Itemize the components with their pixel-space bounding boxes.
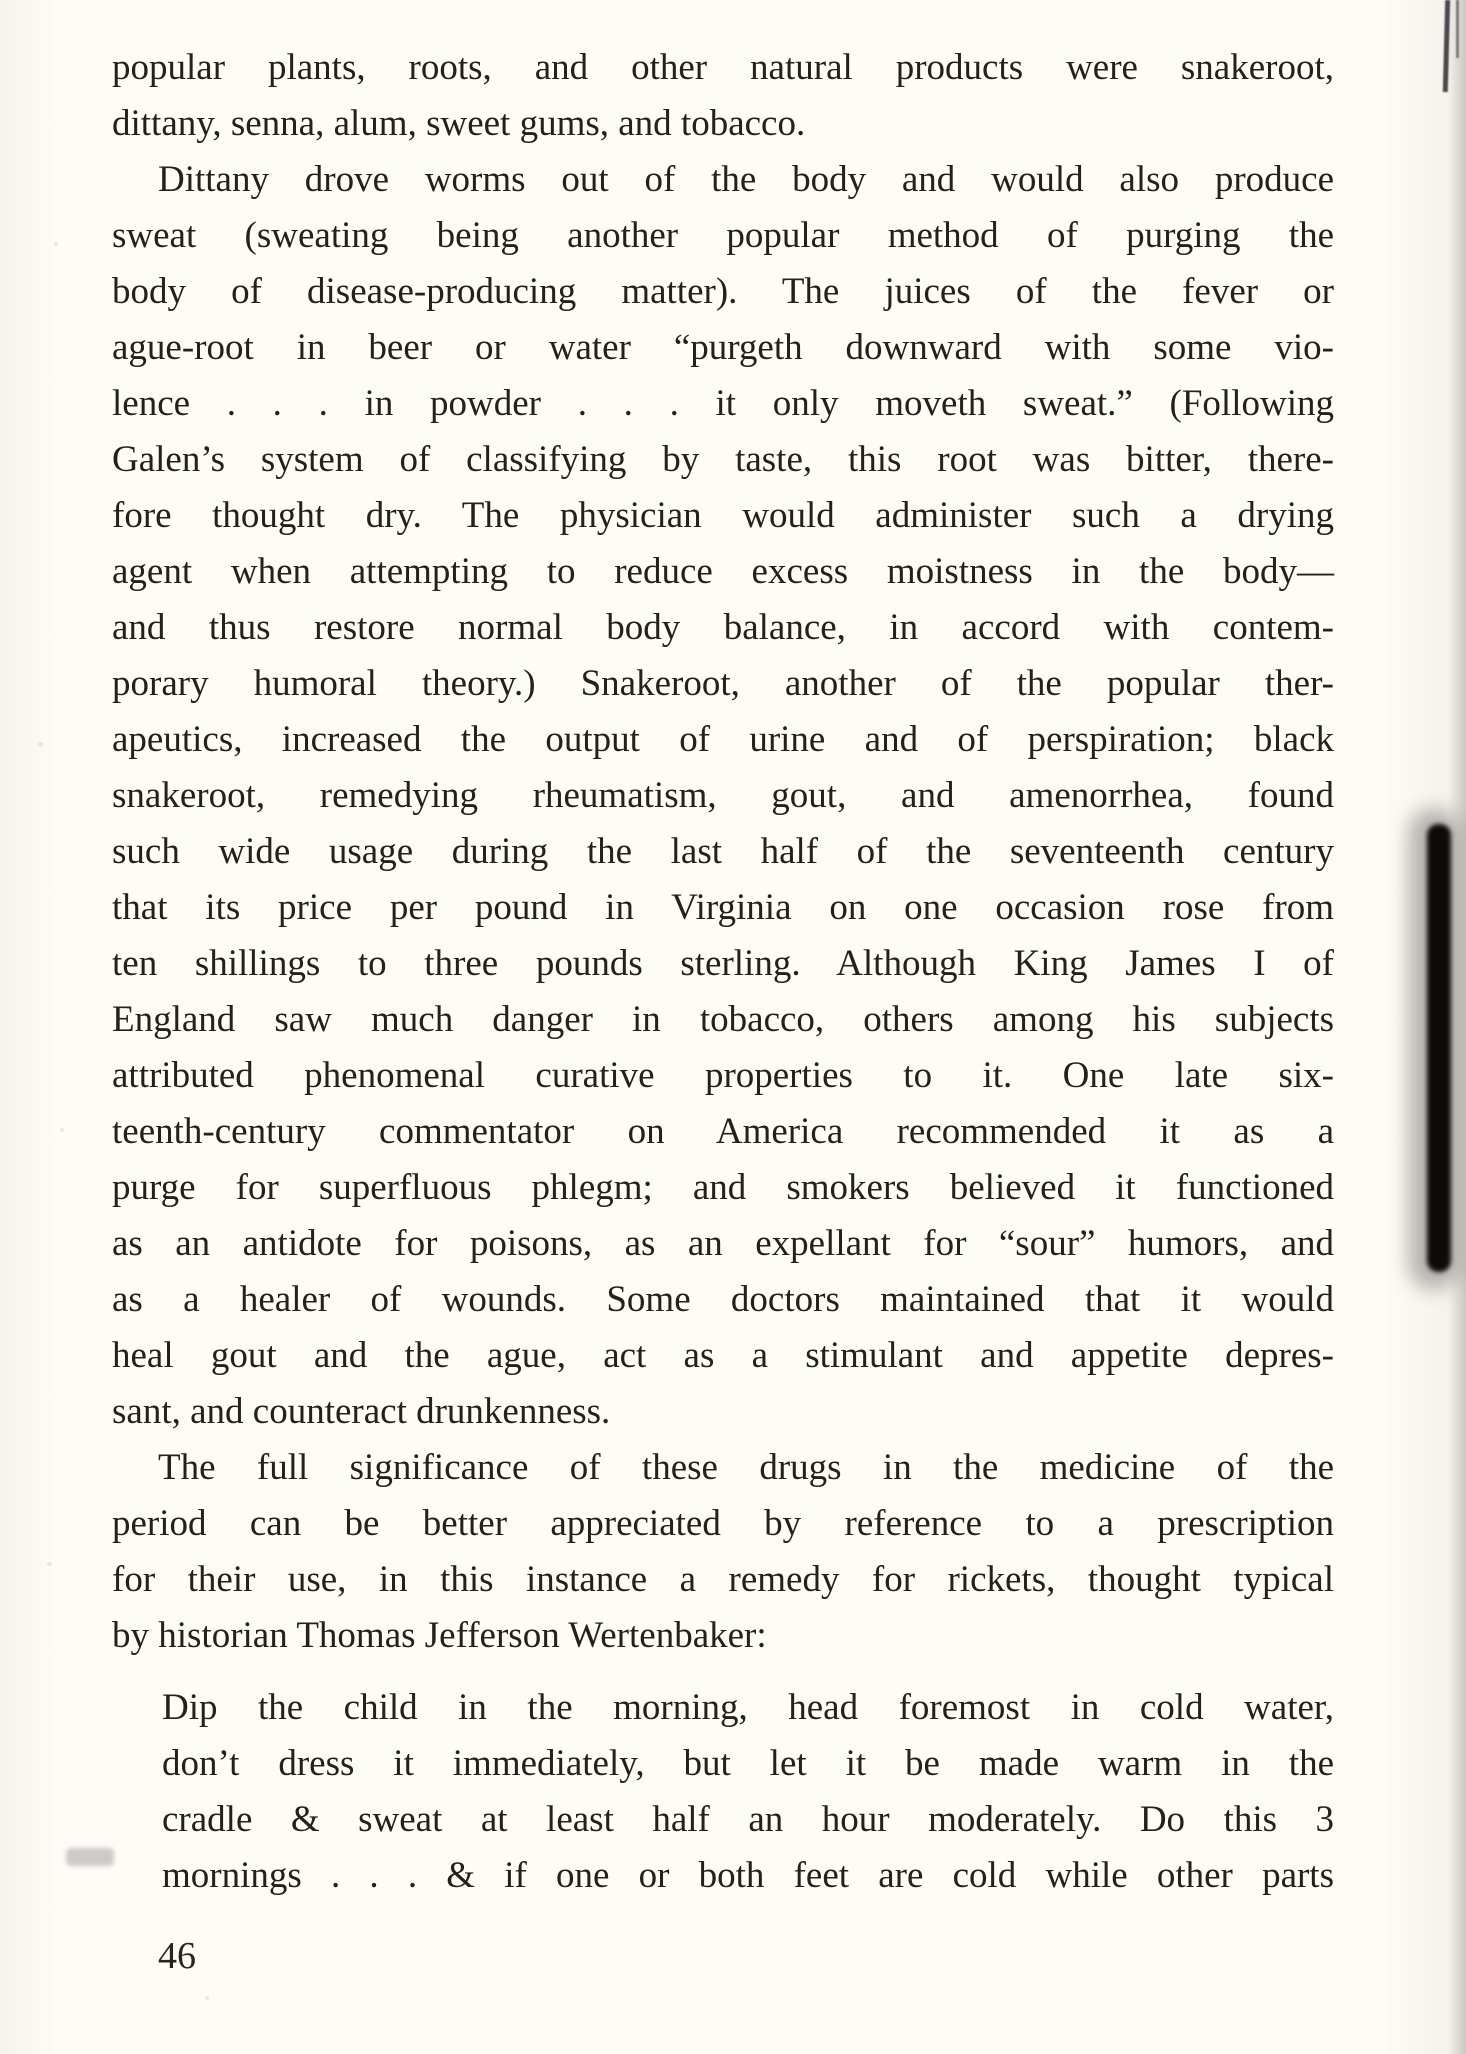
text-line: as a healer of wounds. Some doctors maintained that it would [112, 1279, 1334, 1320]
text-line: period can be better appreciated by reference to a prescription [112, 1503, 1334, 1544]
text-line: agent when attempting to reduce excess moistness in the body— [112, 551, 1334, 592]
scan-speck [205, 1996, 209, 2000]
text-line: attributed phenomenal curative properties to it. One late six- [112, 1055, 1334, 1096]
scan-speck [54, 242, 58, 246]
text-line: ten shillings to three pounds sterling. Although King James I of [112, 943, 1334, 984]
paragraph-continuation [112, 40, 1334, 152]
text-line: sweat (sweating being another popular method of purging the [112, 215, 1334, 256]
text-line: sant, and counteract drunkenness. [112, 1391, 611, 1432]
margin-smudge-artifact [66, 1848, 114, 1866]
page-edge-shadow [1448, 0, 1466, 2054]
text-line: porary humoral theory.) Snakeroot, another of the popular ther- [112, 663, 1334, 704]
text-line: snakeroot, remedying rheumatism, gout, and amenorrhea, found [112, 775, 1334, 816]
text-line: teenth-century commentator on America recommended it as a [112, 1111, 1334, 1152]
text-line: heal gout and the ague, act as a stimulant and appetite depres- [112, 1335, 1334, 1376]
scan-speck [60, 1128, 64, 1132]
text-line: and thus restore normal body balance, in accord with contem- [112, 607, 1334, 648]
scan-speck [47, 1562, 52, 1566]
text-line: fore thought dry. The physician would administer such a drying [112, 495, 1334, 536]
text-line: popular plants, roots, and other natural products were snakeroot, [112, 47, 1334, 88]
text-line: dittany, senna, alum, sweet gums, and tobacco. [112, 103, 806, 144]
text-line: mornings . . . & if one or both feet are cold while other parts [162, 1855, 1334, 1896]
blockquote-prescription [112, 1680, 1334, 1904]
paragraph-significance [112, 1440, 1334, 1664]
text-line: as an antidote for poisons, as an expellant for “sour” humors, and [112, 1223, 1334, 1264]
text-line: apeutics, increased the output of urine and of perspiration; black [112, 719, 1334, 760]
text-line: Galen’s system of classifying by taste, this root was bitter, there- [112, 439, 1334, 480]
scan-speck [38, 742, 43, 747]
text-line: Dittany drove worms out of the body and would also produce [158, 159, 1334, 200]
scan-smudge-artifact [1427, 824, 1451, 1272]
text-line: purge for superfluous phlegm; and smokers believed it functioned [112, 1167, 1334, 1208]
paragraph-dittany-remedies [112, 152, 1334, 1440]
text-line: that its price per pound in Virginia on one occasion rose from [112, 887, 1334, 928]
text-line: lence . . . in powder . . . it only moveth sweat.” (Following [112, 383, 1334, 424]
text-line: cradle & sweat at least half an hour moderately. Do this 3 [162, 1799, 1334, 1840]
text-line: by historian Thomas Jefferson Wertenbaker: [112, 1615, 767, 1656]
text-line: such wide usage during the last half of the seventeenth century [112, 831, 1334, 872]
text-line: body of disease-producing matter). The juices of the fever or [112, 271, 1334, 312]
page-number: 46 [158, 1935, 196, 1977]
text-line: The full significance of these drugs in the medicine of the [158, 1447, 1334, 1488]
scan-corner-line-artifact [1443, 0, 1450, 92]
scan-corner-line-artifact-2 [1456, 0, 1459, 58]
text-line: England saw much danger in tobacco, others among his subjects [112, 999, 1334, 1040]
text-line: Dip the child in the morning, head foremost in cold water, [162, 1687, 1334, 1728]
text-line: ague-root in beer or water “purgeth downward with some vio- [112, 327, 1334, 368]
text-line: for their use, in this instance a remedy for rickets, thought typical [112, 1559, 1334, 1600]
text-line: don’t dress it immediately, but let it be made warm in the [162, 1743, 1334, 1784]
page-text [112, 40, 1334, 1904]
scan-smudge-halo [1408, 808, 1460, 1290]
